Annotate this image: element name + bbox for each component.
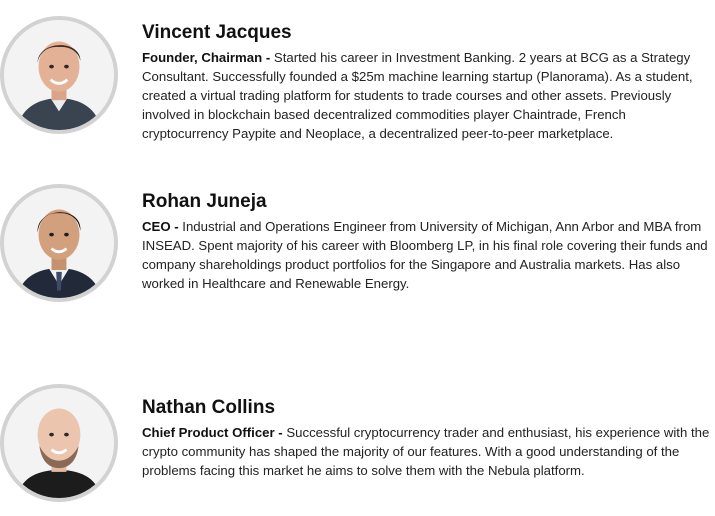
- portrait-photo-icon: [4, 20, 114, 130]
- avatar: [0, 16, 118, 134]
- portrait-photo-icon: [4, 388, 114, 498]
- member-info: [142, 191, 712, 293]
- member-info: [142, 22, 712, 143]
- member-name: Rohan Juneja: [142, 191, 267, 212]
- member-role: Chief Product Officer -: [142, 425, 283, 440]
- member-bio: [142, 217, 712, 293]
- member-bio-text: Started his career in Investment Banking. 2 years at BCG as a Strategy Consultant. Successfully founded a $25m machine learning startup (Planorama). As a student, created a virtual trading platform for students to trade courses and other assets. Previously involved in blockchain based decentralized commodities player Chaintrade, French cryptocurrency Paypite and Neoplace, a decentralized peer-to-peer marketplace.: [142, 50, 693, 141]
- member-bio-text: Industrial and Operations Engineer from University of Michigan, Ann Arbor and MBA from INSEAD. Spent majority of his career with Bloomberg LP, in his final role covering their funds and company shareholdings product portfolios for the Singapore and Australia markets. Has also worked in Healthcare and Renewable Energy.: [142, 219, 708, 291]
- portrait-photo-icon: [4, 188, 114, 298]
- member-name: Vincent Jacques: [142, 22, 292, 43]
- member-bio-text: Successful cryptocurrency trader and enthusiast, his experience with the crypto community has shaped the majority of our features. With a good understanding of the problems facing this market he aims to solve them with the Nebula platform.: [142, 425, 710, 478]
- member-role: Founder, Chairman -: [142, 50, 271, 65]
- member-role: CEO -: [142, 219, 179, 234]
- member-info: [142, 397, 712, 480]
- member-bio: [142, 423, 712, 480]
- avatar: [0, 384, 118, 502]
- avatar: [0, 184, 118, 302]
- member-name: Nathan Collins: [142, 397, 276, 418]
- member-bio: [142, 48, 712, 143]
